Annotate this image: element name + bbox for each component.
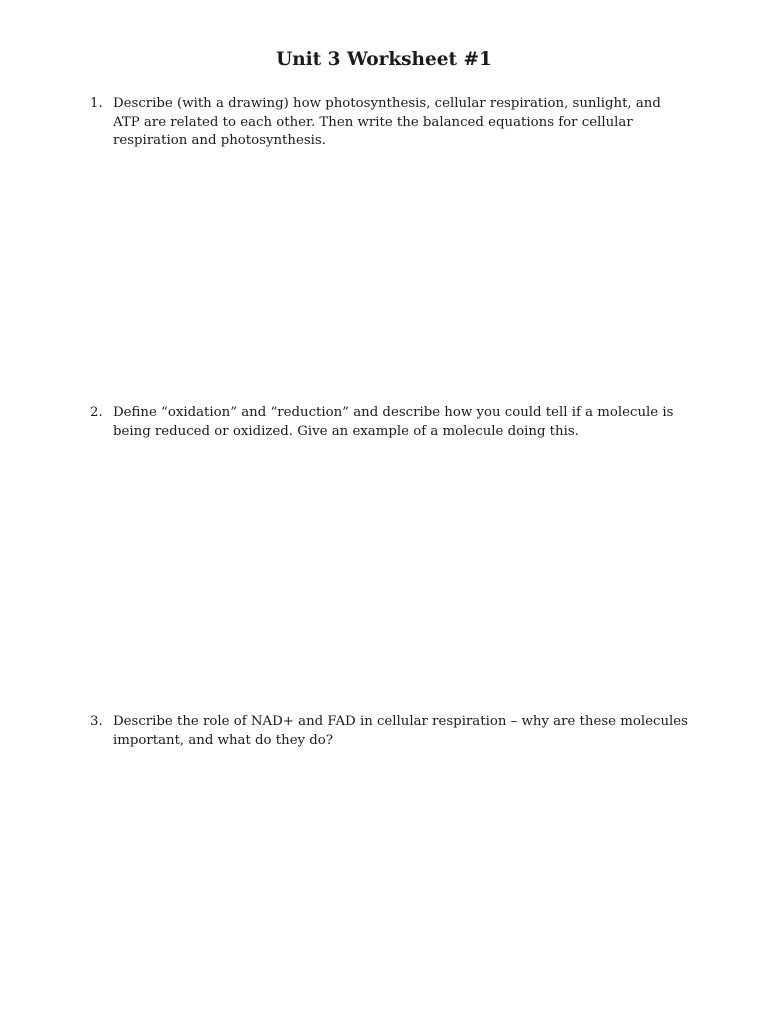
question-number: 3. bbox=[90, 714, 103, 729]
question-text: Define “oxidation” and “reduction” and describe how you could tell if a molecule is being reduced or oxidized. Give an example of a molecule doing this. bbox=[113, 405, 674, 439]
question-text: Describe (with a drawing) how photosynthesis, cellular respiration, sunlight, and ATP are related to each other. Then write the balanced equations for cellular respiration and photosynthesis. bbox=[113, 96, 661, 149]
question-number: 2. bbox=[90, 405, 103, 420]
worksheet-title: Unit 3 Worksheet #1 bbox=[276, 49, 492, 70]
question-text: Describe the role of NAD+ and FAD in cellular respiration – why are these molecules important, and what do they do? bbox=[113, 714, 688, 748]
question-number: 1. bbox=[90, 96, 103, 111]
